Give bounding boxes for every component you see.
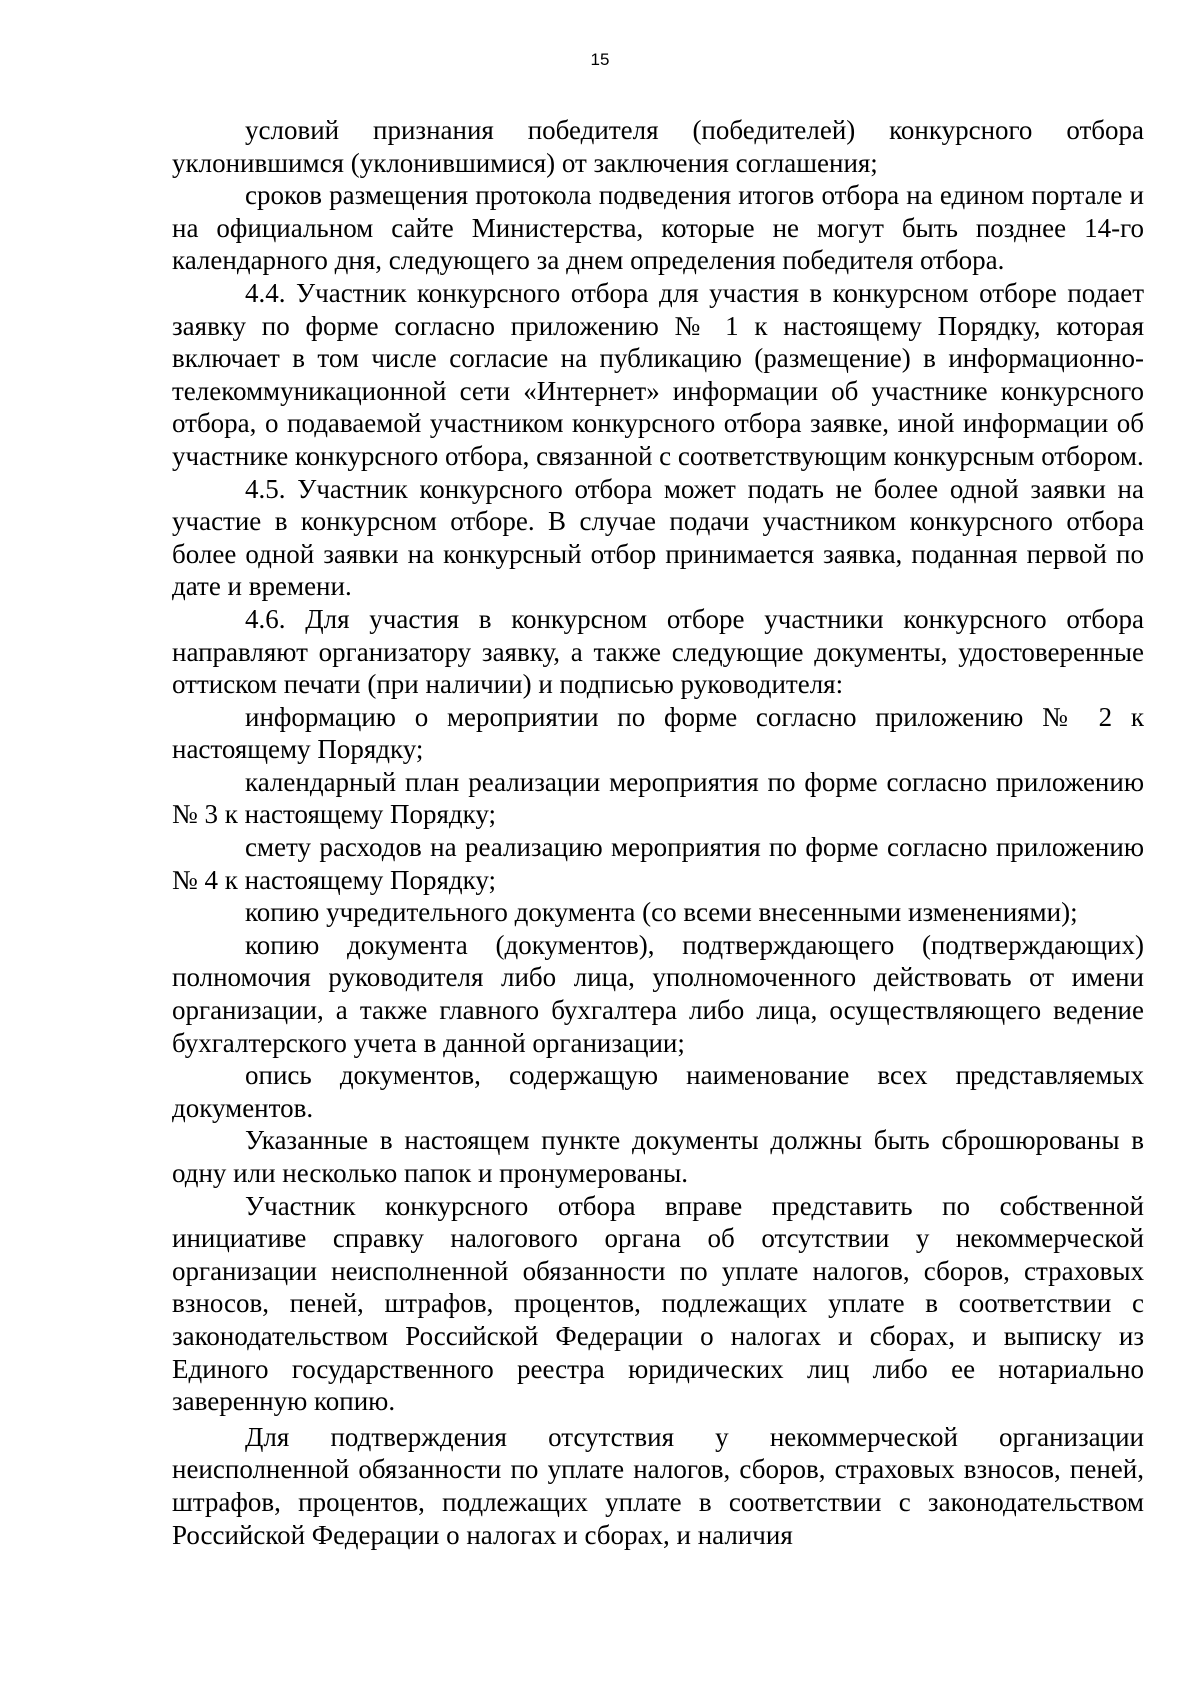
paragraph-4-4: 4.4. Участник конкурсного отбора для участия в конкурсном отборе подает заявку по форме согласно приложению № 1 к настоящему Порядку, которая включает в том числе согласие на публикацию (размещение) в информационно-телекоммуникационной сети «Интернет» информации об участнике конкурсного отбора, о подаваемой участником конкурсного отбора заявке, иной информации об участнике конкурсного отбора, связанной с соответствующим конкурсным отбором. bbox=[172, 277, 1144, 471]
list-item-event-info: информацию о мероприятии по форме согласно приложению № 2 к настоящему Порядку; bbox=[172, 701, 1144, 765]
paragraph-conditions-winner: условий признания победителя (победителей) конкурсного отбора уклонившимся (уклонившимися) от заключения соглашения; bbox=[172, 115, 1144, 178]
document-body bbox=[172, 114, 1144, 1551]
paragraph-confirmation: Для подтверждения отсутствия у некоммерческой организации неисполненной обязанности по уплате налогов, сборов, страховых взносов, пеней, штрафов, процентов, подлежащих уплате в соответствии с законодательством Российской Федерации о налогах и сборах, и наличия bbox=[172, 1421, 1144, 1550]
list-item-calendar-plan: календарный план реализации мероприятия по форме согласно приложению № 3 к настоящему Порядку; bbox=[172, 766, 1144, 830]
list-item-charter-copy: копию учредительного документа (со всеми внесенными изменениями); bbox=[245, 897, 1078, 928]
list-item-authority-docs: копию документа (документов), подтверждающего (подтверждающих) полномочия руководителя либо лица, уполномоченного действовать от имени организации, а также главного бухгалтера либо лица, осуществляющего ведение бухгалтерского учета в данной организации; bbox=[172, 929, 1144, 1058]
paragraph-4-6: 4.6. Для участия в конкурсном отборе участники конкурсного отбора направляют организатору заявку, а также следующие документы, удостоверенные оттиском печати (при наличии) и подписью руководителя: bbox=[172, 603, 1144, 700]
paragraph-optional-certificate: Участник конкурсного отбора вправе представить по собственной инициативе справку налогового органа об отсутствии у некоммерческой организации неисполненной обязанности по уплате налогов, сборов, страховых взносов, пеней, штрафов, процентов, подлежащих уплате в соответствии с законодательством Российской Федерации о налогах и сборах, и выписку из Единого государственного реестра юридических лиц либо ее нотариально заверенную копию. bbox=[172, 1190, 1144, 1417]
paragraph-binding-requirement: Указанные в настоящем пункте документы должны быть сброшюрованы в одну или несколько папок и пронумерованы. bbox=[172, 1125, 1144, 1188]
list-item-document-inventory: опись документов, содержащую наименование всех представляемых документов. bbox=[172, 1060, 1144, 1123]
list-item-cost-estimate: смету расходов на реализацию мероприятия по форме согласно приложению № 4 к настоящему Порядку; bbox=[172, 832, 1144, 895]
paragraph-4-5: 4.5. Участник конкурсного отбора может подать не более одной заявки на участие в конкурсном отборе. В случае подачи участником конкурсного отбора более одной заявки на конкурсный отбор принимается заявка, поданная первой по дате и времени. bbox=[172, 473, 1144, 602]
paragraph-protocol-deadlines: сроков размещения протокола подведения итогов отбора на едином портале и на официальном сайте Министерства, которые не могут быть позднее 14-го календарного дня, следующего за днем определения победителя отбора. bbox=[172, 180, 1144, 276]
page-number: 15 bbox=[590, 50, 610, 69]
